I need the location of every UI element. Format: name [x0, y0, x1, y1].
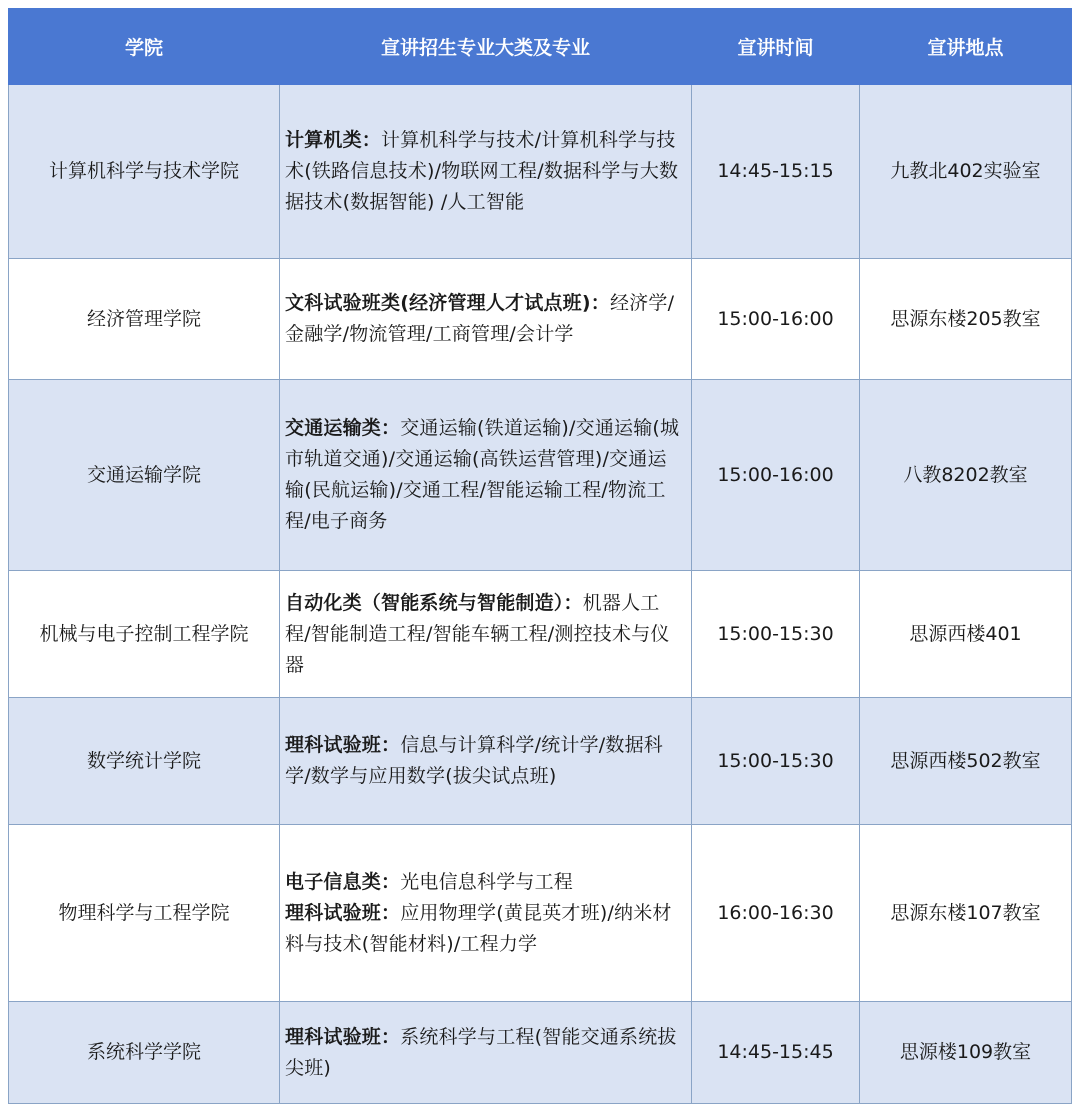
header-time: 宣讲时间: [692, 9, 860, 85]
major-list: 交通运输(铁道运输)/交通运输(城市轨道交通)/交通运输(高铁运营管理)/交通运输(民航运输)/交通工程/智能运输工程/物流工程/电子商务: [285, 417, 680, 532]
college-cell: 计算机科学与技术学院: [9, 85, 280, 259]
location-cell: 思源东楼107教室: [860, 825, 1072, 1002]
major-list: 机器人工程/智能制造工程/智能车辆工程/测控技术与仪器: [285, 591, 670, 676]
table-row: [9, 1002, 1072, 1104]
table-row: [9, 259, 1072, 380]
time-cell: 15:00-15:30: [692, 571, 860, 698]
location-cell: 思源东楼205教室: [860, 259, 1072, 380]
major-category: 理科试验班：: [285, 901, 401, 924]
major-list: 系统科学与工程(智能交通系统拔尖班): [285, 1025, 677, 1079]
schedule-table: [8, 8, 1072, 1104]
majors-cell: [280, 698, 692, 825]
table-row: [9, 85, 1072, 259]
time-cell: 14:45-15:45: [692, 1002, 860, 1104]
major-category: 理科试验班：: [285, 734, 401, 756]
major-category: 自动化类（智能系统与智能制造）：: [285, 591, 583, 614]
location-cell: 九教北402实验室: [860, 85, 1072, 259]
majors-cell: [280, 825, 692, 1002]
table-row: [9, 380, 1072, 571]
college-cell: 物理科学与工程学院: [9, 825, 280, 1002]
college-cell: 机械与电子控制工程学院: [9, 571, 280, 698]
location-cell: 思源西楼401: [860, 571, 1072, 698]
college-cell: 数学统计学院: [9, 698, 280, 825]
location-cell: 思源西楼502教室: [860, 698, 1072, 825]
majors-cell: [280, 380, 692, 571]
majors-cell: [280, 85, 692, 259]
major-group: [285, 898, 685, 960]
major-category: 交通运输类：: [285, 417, 401, 439]
major-category: 电子信息类：: [285, 870, 401, 893]
time-cell: 15:00-15:30: [692, 698, 860, 825]
majors-cell: [280, 259, 692, 380]
major-category: 文科试验班类(经济管理人才试点班)：: [285, 292, 610, 314]
header-location: 宣讲地点: [860, 9, 1072, 85]
college-cell: 系统科学学院: [9, 1002, 280, 1104]
table-row: [9, 571, 1072, 698]
header-majors: 宣讲招生专业大类及专业: [280, 9, 692, 85]
college-cell: 经济管理学院: [9, 259, 280, 380]
major-group: [285, 867, 685, 898]
majors-cell: [280, 571, 692, 698]
schedule-table-wrapper: [8, 8, 1071, 1104]
time-cell: 15:00-16:00: [692, 259, 860, 380]
location-cell: 八教8202教室: [860, 380, 1072, 571]
major-list: 信息与计算科学/统计学/数据科学/数学与应用数学(拔尖试点班): [285, 734, 664, 787]
major-list: 计算机科学与技术/计算机科学与技术(铁路信息技术)/物联网工程/数据科学与大数据技术(数据智能) /人工智能: [285, 129, 679, 213]
table-row: [9, 825, 1072, 1002]
header-college: 学院: [9, 9, 280, 85]
major-list: 经济学/金融学/物流管理/工商管理/会计学: [285, 292, 675, 345]
major-list: 光电信息科学与工程: [400, 870, 574, 893]
major-list: 应用物理学(黄昆英才班)/纳米材料与技术(智能材料)/工程力学: [285, 901, 672, 955]
college-cell: 交通运输学院: [9, 380, 280, 571]
header-row: [9, 9, 1072, 85]
majors-cell: [280, 1002, 692, 1104]
table-row: [9, 698, 1072, 825]
time-cell: 15:00-16:00: [692, 380, 860, 571]
time-cell: 16:00-16:30: [692, 825, 860, 1002]
major-category: 理科试验班：: [285, 1025, 401, 1048]
time-cell: 14:45-15:15: [692, 85, 860, 259]
major-category: 计算机类：: [285, 129, 382, 151]
location-cell: 思源楼109教室: [860, 1002, 1072, 1104]
